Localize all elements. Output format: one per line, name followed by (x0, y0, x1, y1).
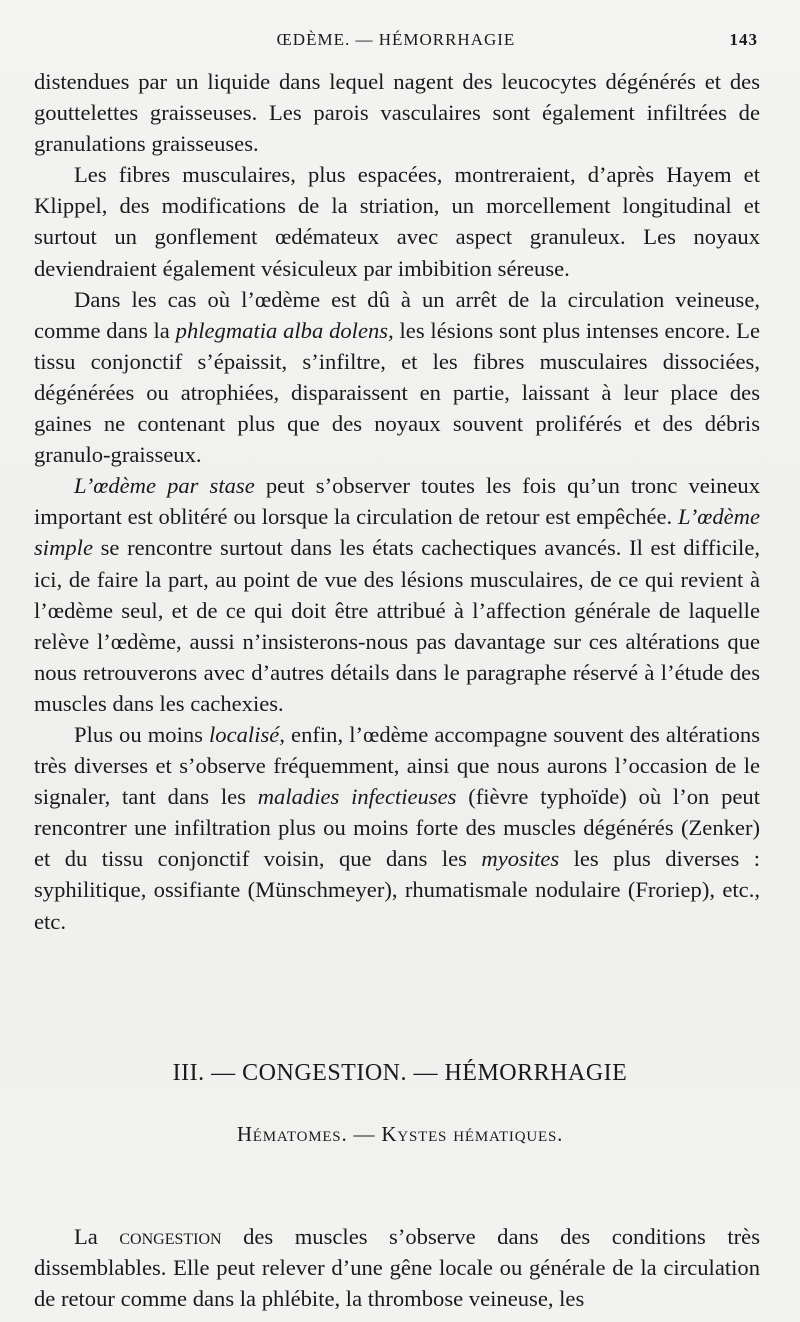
italic-text: myosites (481, 846, 560, 872)
text-run: , les lésions sont plus intenses encore. Le tissu conjonctif s’épaissit, s’infiltre, et les fibres musculaires dissociées, dégénérées ou atrophiées, disparaissent en partie, laissant à leur place des gaines ne contenant plus que des noyaux souvent proliférés et des débris granulo-graisseux. (34, 317, 760, 468)
text-run: se rencontre surtout dans les états cachectiques avancés. Il est difficile, ici, de faire la part, au point de vue des lésions musculaires, de ce qui revient à l’œdème seul, et de ce qui doit être attribué à l’affection générale de laquelle relève l’œdème, aussi n’insisterons-nous pas davantage sur ces altérations que nous retrouverons avec d’autres détails dans le paragraphe réservé à l’étude des muscles dans les cachexies. (34, 535, 760, 716)
text-run: , enfin, l’œdème accompagne souvent des altérations très diverses et s’observe fréquemment, ainsi que nous aurons l’occasion de le signaler, tant dans les (34, 721, 760, 810)
final-paragraph-rest: des muscles s’observe dans des conditions très dissemblables. Elle peut relever d’une gêne locale ou générale de la circulation de retour comme dans la phlébite, la thrombose veineuse, les (34, 1223, 760, 1311)
text-run: les plus diverses : syphilitique, ossifiante (Münschmeyer), rhumatismale nodulaire (Froriep), etc., etc. (34, 846, 760, 934)
italic-text: phlegmatia alba dolens (175, 317, 389, 343)
text-run: distendues par un liquide dans lequel nagent des leucocytes dégénérés et des gouttelettes graisseuses. Les parois vasculaires sont également infiltrées de granulations graisseuses. (34, 69, 760, 157)
paragraph (34, 284, 760, 471)
running-title: ŒDÈME. — HÉMORRHAGIE (276, 30, 516, 49)
text-run: (fièvre typhoïde) où l’on peut rencontrer une infiltration plus ou moins forte des muscles dégénérés (Zenker) et du tissu conjonctif voisin, que dans les (34, 784, 760, 872)
subsection-title: Hématomes. — Kystes hématiques. (236, 1122, 564, 1146)
italic-text: maladies infectieuses (257, 784, 457, 810)
italic-text: localisé (209, 721, 280, 747)
running-header (34, 30, 758, 56)
final-paragraph-lead: La (74, 1223, 120, 1249)
italic-text: L’œdème par stase (74, 473, 255, 499)
section-title: III. — CONGESTION. — HÉMORRHAGIE (172, 1060, 628, 1086)
italic-text: L’œdème simple (34, 504, 760, 561)
text-run: Plus ou moins (74, 721, 210, 747)
final-paragraph-keyword: congestion (119, 1223, 222, 1249)
text-run: peut s’observer toutes les fois qu’un tronc veineux important est oblitéré ou lorsque la circulation de retour est empêchée. (34, 473, 760, 530)
paragraph (34, 470, 760, 719)
paragraph (34, 66, 760, 159)
text-run: Les fibres musculaires, plus espacées, montreraient, d’après Hayem et Klippel, des modifications de la striation, un morcellement longitudinal et surtout un gonflement œdémateux avec aspect granuleux. Les noyaux deviendraient également vésiculeux par imbibition séreuse. (34, 162, 760, 281)
body-text (34, 66, 760, 937)
page-number: 143 (729, 30, 758, 49)
text-run: Dans les cas où l’œdème est dû à un arrêt de la circulation veineuse, comme dans la (34, 286, 760, 343)
paragraph (34, 719, 760, 937)
final-paragraph (34, 1221, 760, 1314)
paragraph (34, 159, 760, 283)
